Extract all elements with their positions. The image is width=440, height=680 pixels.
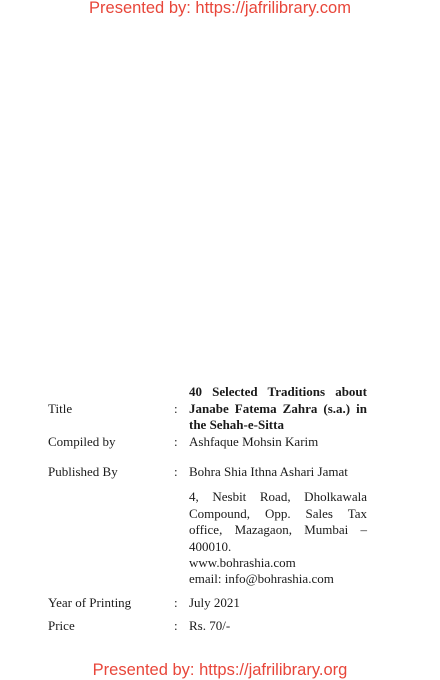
year-of-printing-value: July 2021 [189, 595, 240, 610]
header-banner: Presented by: https://jafrilibrary.com [89, 0, 351, 17]
compiled-by-value: Ashfaque Mohsin Karim [189, 434, 319, 449]
price-label: Price [48, 618, 75, 633]
year-of-printing-colon: : [174, 595, 178, 610]
title-label: Title [48, 401, 73, 416]
published-by-colon: : [174, 464, 178, 479]
title-colon: : [174, 401, 178, 416]
year-of-printing-label: Year of Printing [48, 595, 132, 610]
footer-banner: Presented by: https://jafrilibrary.org [92, 661, 348, 679]
price-colon: : [174, 618, 178, 633]
published-by-value: Bohra Shia Ithna Ashari Jamat [189, 464, 348, 479]
price-value: Rs. 70/- [189, 618, 231, 633]
publisher-email: email: info@bohrashia.com [189, 571, 334, 586]
published-by-label: Published By [48, 464, 118, 479]
compiled-by-colon: : [174, 434, 178, 449]
publisher-address: 4, Nesbit Road, Dholkawala Compound, Opp. Sales Tax office, Mazagaon, Mumbai – 400010. [189, 489, 367, 554]
title-value: 40 Selected Traditions about Janabe Fatema Zahra (s.a.) in the Sehah-e-Sitta [189, 384, 367, 432]
publisher-website: www.bohrashia.com [189, 555, 296, 570]
compiled-by-label: Compiled by [48, 434, 116, 449]
